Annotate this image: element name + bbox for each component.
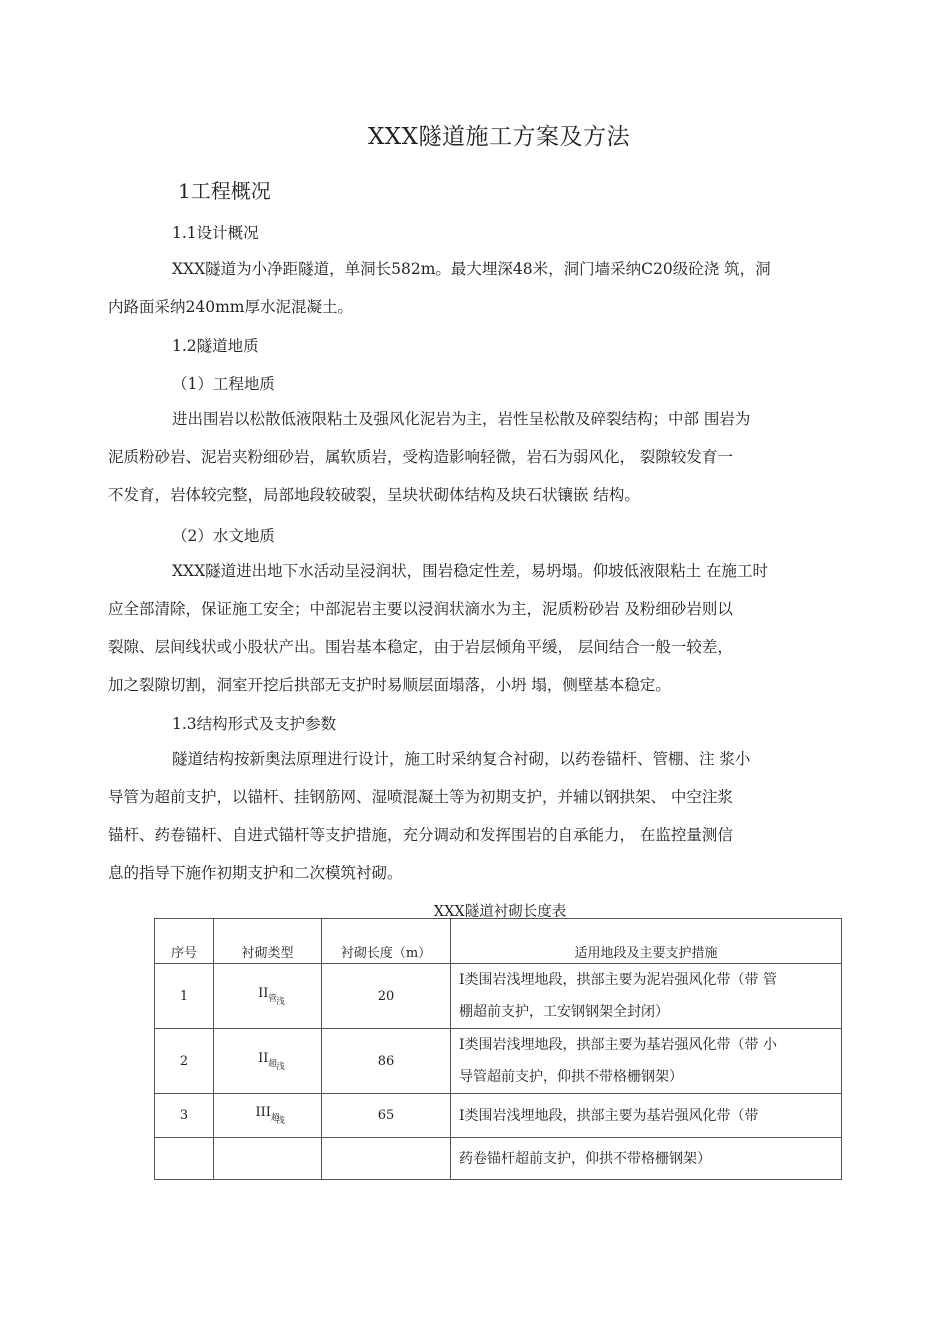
- row-no: 2: [155, 1029, 214, 1094]
- para-1-3-line2: 导管为超前支护，以锚杆、挂钢筋网、湿喷混凝土等为初期支护，并辅以钢拱架、 中空注浆: [108, 788, 733, 806]
- row-length: [322, 1138, 451, 1180]
- measure-line: 药卷锚杆超前支护，仰拱不带格栅钢架）: [459, 1150, 711, 1167]
- type-sub: 超: [270, 1113, 280, 1123]
- heading-hydrology: （2）水文地质: [172, 527, 275, 545]
- row-type: [214, 1138, 322, 1180]
- heading-1-2: 1.2隧道地质: [172, 337, 259, 355]
- type-label: II: [258, 985, 269, 1001]
- row-measures: [451, 1094, 842, 1138]
- header-no: 序号: [155, 919, 214, 964]
- table-row: [155, 1094, 842, 1138]
- measure-line: 棚超前支护，工安钢钢架全封闭）: [459, 1004, 669, 1020]
- table-row: [155, 964, 842, 1029]
- measure-line: 导管超前支护，仰拱不带格栅钢架）: [459, 1069, 683, 1085]
- header-measures: 适用地段及主要支护措施: [451, 919, 842, 964]
- row-no: 3: [155, 1094, 214, 1138]
- type-sub2: 浅: [276, 1061, 285, 1072]
- row-length: 65: [322, 1094, 451, 1138]
- row-length: 20: [322, 964, 451, 1029]
- type-sub: 超: [268, 1058, 277, 1069]
- table-row: [155, 1029, 842, 1094]
- para-geology-line2: 泥质粉砂岩、泥岩夹粉细砂岩，属软质岩，受构造影响轻微，岩石为弱风化， 裂隙较发育一: [108, 448, 733, 466]
- para-1-1-line1: XXX隧道为小净距隧道，单洞长582m。最大埋深48米，洞门墙采纳C20级砼浇 筑，洞: [172, 260, 771, 278]
- table-header-row: [155, 919, 842, 964]
- para-geology-line3: 不发育，岩体较完整，局部地段较破裂，呈块状砌体结构及块石状镶嵌 结构。: [108, 486, 640, 504]
- row-type: [214, 964, 322, 1029]
- type-sub2: 浅: [276, 996, 285, 1007]
- heading-1-1: 1.1设计概况: [172, 224, 259, 242]
- para-hydrology-line3: 裂隙、层间线状或小股状产出。围岩基本稳定，由于岩层倾角平缓， 层间结合一般一较差，: [108, 638, 733, 656]
- para-1-3-line3: 锚杆、药卷锚杆、自进式锚杆等支护措施，充分调动和发挥围岩的自承能力， 在监控量测信: [108, 826, 733, 844]
- heading-geology: （1）工程地质: [172, 375, 275, 393]
- row-measures: [451, 1138, 842, 1180]
- measure-line: I类围岩浅埋地段，拱部主要为基岩强风化带（带: [459, 1107, 759, 1124]
- para-1-3-line1: 隧道结构按新奥法原理进行设计，施工时采纳复合衬砌，以药卷锚杆、管棚、注 浆小: [172, 750, 751, 768]
- header-length: 衬砌长度（m）: [322, 919, 451, 964]
- row-type: [214, 1029, 322, 1094]
- row-type: [214, 1094, 322, 1138]
- section-heading-1: 1工程概况: [178, 179, 271, 203]
- para-hydrology-line1: XXX隧道进出地下水活动呈浸润状，围岩稳定性差，易坍塌。仰坡低液限粘土 在施工时: [172, 562, 769, 580]
- heading-1-3: 1.3结构形式及支护参数: [172, 715, 337, 733]
- table-row: [155, 1138, 842, 1180]
- para-hydrology-line4: 加之裂隙切割，洞室开挖后拱部无支护时易顺层面塌落，小坍 塌，侧壁基本稳定。: [108, 676, 671, 694]
- para-1-3-line4: 息的指导下施作初期支护和二次模筑衬砌。: [108, 864, 403, 882]
- measure-line: I类围岩浅埋地段，拱部主要为泥岩强风化带（带 管: [459, 972, 777, 988]
- row-no: [155, 1138, 214, 1180]
- lining-length-table: [154, 918, 842, 1180]
- para-geology-line1: 进出围岩以松散低液限粘土及强风化泥岩为主，岩性呈松散及碎裂结构；中部 围岩为: [172, 410, 751, 428]
- measure-line: I类围岩浅埋地段，拱部主要为基岩强风化带（带 小: [459, 1037, 777, 1053]
- type-sub: 管: [268, 993, 277, 1004]
- type-label: III: [255, 1105, 271, 1120]
- para-1-1-line2: 内路面采纳240mm厚水泥混凝土。: [108, 298, 353, 316]
- row-measures: [451, 1029, 842, 1094]
- row-no: 1: [155, 964, 214, 1029]
- table-caption: XXX隧道衬砌长度表: [433, 904, 567, 920]
- row-measures: [451, 964, 842, 1029]
- row-length: 86: [322, 1029, 451, 1094]
- type-label: II: [258, 1050, 269, 1066]
- header-type: 衬砌类型: [214, 919, 322, 964]
- document-title: XXX隧道施工方案及方法: [367, 124, 631, 150]
- para-hydrology-line2: 应全部清除，保证施工安全；中部泥岩主要以浸润状滴水为主，泥质粉砂岩 及粉细砂岩则以: [108, 600, 733, 618]
- type-sub2: 浅: [276, 1116, 285, 1126]
